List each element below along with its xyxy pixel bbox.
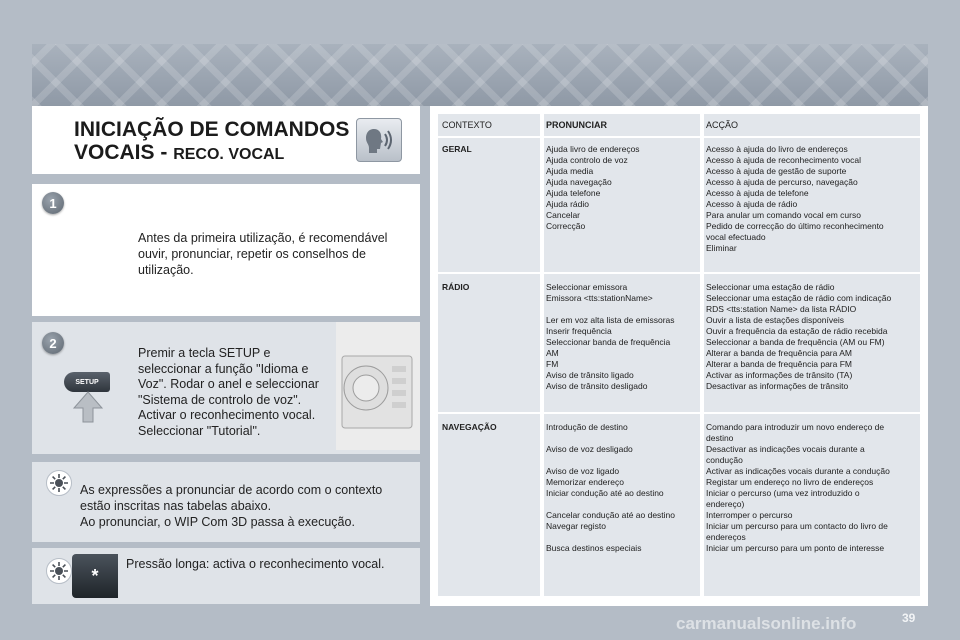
table-header-context: CONTEXTO: [442, 120, 492, 130]
radio-unit-image: [336, 322, 420, 450]
tip-1-panel: [32, 462, 420, 542]
sun-tip-icon: [46, 470, 72, 496]
step-badge-2: 2: [42, 332, 64, 354]
table-divider: [438, 272, 920, 274]
table-row-context: NAVEGAÇÃO: [442, 422, 497, 432]
table-cell-action: Acesso à ajuda do livro de endereços Acesso à ajuda de reconhecimento vocal Acesso à ajuda de gestão de suporte Acesso à ajuda de percurso, navegação Acesso à ajuda de telefone Acesso à ajuda de rádio Para anular um comando vocal em curso Pedido de correcção do último reconhecimento vocal efectuado Eliminar: [706, 144, 884, 253]
watermark: carmanualsonline.info: [676, 614, 857, 633]
voice-recognition-icon: [356, 118, 402, 162]
page-title: INICIAÇÃO DE COMANDOS VOCAIS - RECO. VOCAL: [74, 118, 350, 164]
table-row-context: RÁDIO: [442, 282, 470, 292]
keypad-star-key: *: [72, 554, 118, 598]
step-1-text: Antes da primeira utilização, é recomendável ouvir, pronunciar, repetir os conselhos de utilização.: [138, 231, 388, 277]
step-1-panel: [32, 184, 420, 316]
tip-1-text: As expressões a pronunciar de acordo com o contexto estão inscritas nas tabelas abaixo. Ao pronunciar, o WIP Com 3D passa à execução.: [80, 483, 383, 529]
table-header-pronounce: PRONUNCIAR: [546, 120, 608, 130]
table-cell-action: Seleccionar uma estação de rádio Seleccionar uma estação de rádio com indicação RDS <tts:station Name> da lista RÁDIO Ouvir a lista de estações disponíveis Ouvir a frequência da estação de rádio recebida Seleccionar a banda de frequência (AM ou FM) Alterar a banda de frequência para AM Alterar a banda de frequência para FM Activar as informações de trânsito (TA) Desactivar as informações de trânsito: [706, 282, 892, 391]
table-cell-pronounce: Ajuda livro de endereços Ajuda controlo de voz Ajuda media Ajuda navegação Ajuda telefone Ajuda rádio Cancelar Correcção: [546, 144, 640, 231]
page-number: 39: [902, 611, 916, 625]
table-cell-action: Comando para introduzir um novo endereço de destino Desactivar as indicações vocais durante a condução Activar as indicações vocais durante a condução Registar um endereço no livro de endereços Iniciar o percurso (uma vez introduzido o endereço) Interromper o percurso Iniciar um percurso para um contacto do livro de endereços Iniciar um percurso para um ponto de interesse: [706, 422, 890, 553]
setup-key: SETUP: [64, 372, 110, 392]
table-header-action: ACÇÃO: [706, 120, 739, 130]
table-cell-pronounce: Introdução de destino Aviso de voz desligado Aviso de voz ligado Memorizar endereço Iniciar condução até ao destino Cancelar condução até ao destino Navegar registo Busca destinos especiais: [546, 422, 676, 553]
table-row-context: GERAL: [442, 144, 472, 154]
arrow-up-icon: [72, 390, 104, 424]
table-divider: [438, 136, 920, 138]
table-column-context: [438, 114, 540, 596]
page-subtitle: RECO. VOCAL: [173, 146, 285, 163]
voice-commands-table: [430, 106, 928, 606]
sun-tip-icon: [46, 558, 72, 584]
title-panel: [32, 106, 420, 174]
header-banner: [32, 44, 928, 106]
table-cell-pronounce: Seleccionar emissora Emissora <tts:stationName> Ler em voz alta lista de emissoras Inserir frequência Seleccionar banda de frequência AM FM Aviso de trânsito ligado Aviso de trânsito desligado: [546, 282, 675, 391]
step-badge-1: 1: [42, 192, 64, 214]
table-divider: [438, 412, 920, 414]
tip-2-text: Pressão longa: activa o reconhecimento vocal.: [126, 557, 385, 571]
step-2-text: Premir a tecla SETUP e seleccionar a função "Idioma e Voz". Rodar o anel e seleccionar "Sistema de controlo de voz". Activar o reconhecimento vocal. Seleccionar "Tutorial".: [138, 346, 319, 438]
